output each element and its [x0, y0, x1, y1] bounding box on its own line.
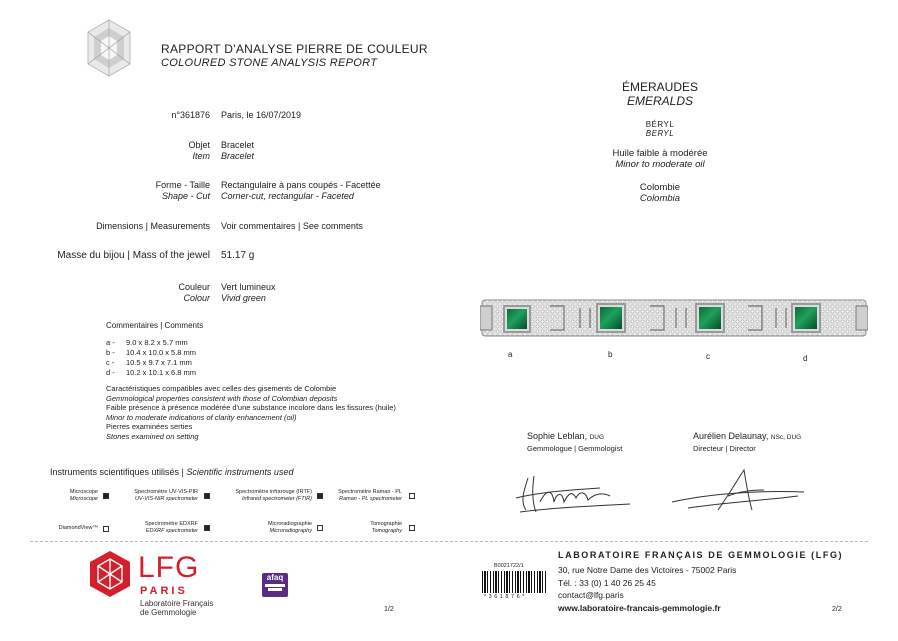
instrument-en: Microscope: [69, 496, 98, 502]
afaq-logo-icon: [262, 573, 288, 597]
footer-separator: [30, 541, 868, 542]
colour-value-fr: Vert lumineux: [221, 282, 276, 292]
checkbox-edxrf: [204, 525, 210, 531]
colour-label-fr: Couleur: [178, 282, 210, 292]
object-value-fr: Bracelet: [221, 140, 255, 150]
instruments-title-fr: Instruments scientifiques utilisés |: [50, 467, 187, 477]
report-title-fr: RAPPORT D'ANALYSE PIERRE DE COULEUR: [161, 42, 428, 56]
shape-value: [221, 180, 381, 202]
report-date: Paris, le 16/07/2019: [221, 110, 302, 120]
comments-list: [106, 338, 196, 378]
instrument-raman: [322, 489, 402, 503]
instruments-title: [50, 467, 293, 477]
comment-item: [106, 368, 196, 378]
comment-item: [106, 358, 196, 368]
gem-logo-icon: [86, 18, 132, 78]
instrument-fr: Spectromètre infrarouge (IRTF): [235, 489, 312, 495]
lab-website[interactable]: www.laboratoire-francais-gemmologie.fr: [558, 602, 721, 613]
instrument-en: EDXRF spectrometer: [145, 528, 198, 534]
note-2-fr: Faible présence à présence modérée d'une substance incolore dans les fissures (huile): [106, 403, 396, 412]
emerald-b: [598, 305, 624, 331]
signatory-name: Aurélien Delaunay: [693, 431, 766, 441]
instrument-en: UV-VIS-NIR spectrometer: [134, 496, 198, 502]
barcode-top-text: B0021722/1: [494, 563, 524, 569]
shape-label-en: Shape - Cut: [161, 191, 210, 201]
instrument-diamondview: [30, 525, 98, 532]
checkbox-diamondview: [103, 526, 109, 532]
comment-key: a -: [106, 338, 115, 347]
instrument-edxrf: [110, 521, 198, 535]
instrument-fr: Spectromètre Raman - PL: [338, 489, 402, 495]
treatment-fr: Huile faible à modérée: [612, 148, 708, 159]
lfg-logo-sub1: Laboratoire Français: [140, 599, 214, 608]
colour-value-en: Vivid green: [221, 293, 266, 303]
colour-value: [221, 282, 276, 304]
note-3-en: Stones examined on setting: [106, 431, 199, 441]
afaq-logo-text: afaq: [266, 573, 284, 582]
shape-value-en: Corner-cut, rectangular - Faceted: [221, 191, 354, 201]
object-label-fr: Objet: [188, 140, 210, 150]
barcode-icon: [482, 571, 548, 593]
signature-2: [668, 466, 808, 519]
photo-label-d: d: [803, 354, 808, 363]
species-en: EMERALDS: [626, 94, 694, 108]
page-number-left: 1/2: [384, 606, 394, 613]
instrument-fr: Microradiographie: [267, 521, 312, 527]
origin-fr: Colombie: [639, 182, 681, 193]
signatory-name: Sophie Leblan: [527, 431, 585, 441]
report-title-en: COLOURED STONE ANALYSIS REPORT: [161, 57, 378, 69]
comment-item: [106, 348, 196, 358]
comment-key: b -: [106, 348, 115, 357]
note-3-fr: Pierres examinées serties: [106, 422, 193, 431]
lfg-logo-sub2: de Gemmologie: [140, 608, 197, 617]
checkbox-tomography: [409, 525, 415, 531]
instrument-en: Raman - PL spectrometer: [339, 496, 402, 502]
comment-value: 10.5 x 9.7 x 7.1 mm: [126, 358, 192, 367]
object-value-en: Bracelet: [221, 151, 255, 161]
checkbox-microscope: [103, 493, 109, 499]
signatory-1: Sophie Leblan, DUG Gemmologue | Gemmologist: [527, 431, 623, 453]
treatment-en: Minor to moderate oil: [615, 159, 705, 170]
comments-title: Commentaires | Comments: [106, 321, 204, 330]
lab-phone: Tél. : 33 (0) 1 40 26 25 45: [558, 577, 656, 588]
instrument-ftir: [212, 489, 312, 503]
emerald-c: [697, 305, 723, 331]
species-fr: ÉMERAUDES: [621, 80, 698, 94]
comment-key: c -: [106, 358, 115, 367]
colour-label: [80, 282, 210, 304]
instrument-en: Tomography: [371, 528, 402, 534]
instrument-uvvis: [110, 489, 198, 503]
instrument-tomography: [322, 521, 402, 535]
comment-value: 9.0 x 8.2 x 5.7 mm: [126, 338, 188, 347]
comment-key: d -: [106, 368, 115, 377]
signatory-2: Aurélien Delaunay, NSc, DUG Directeur | Director: [693, 431, 802, 453]
instrument-fr: Microscope: [69, 489, 98, 495]
emerald-d: [793, 305, 819, 331]
barcode-bottom-text: * 3 6 1 8 7 6 *: [484, 594, 525, 600]
note-1-en: Gemmological properties consistent with those of Colombian deposits: [106, 393, 338, 403]
instrument-en: Infrared spectrometer (FTIR): [242, 496, 312, 502]
instrument-en: Microradiography: [269, 528, 312, 534]
lab-name: LABORATOIRE FRANÇAIS DE GEMMOLOGIE (LFG): [558, 550, 844, 560]
instrument-fr: Spectromètre UV-VIS-PIR: [134, 489, 198, 495]
lfg-logo-icon: [86, 549, 134, 599]
result-block: [540, 80, 780, 204]
instrument-microscope: [30, 489, 98, 503]
signatory-role: Gemmologue | Gemmologist: [527, 444, 623, 453]
signatory-role: Directeur | Director: [693, 444, 756, 453]
note-2-en: Minor to moderate indications of clarity enhancement (oil): [106, 412, 297, 422]
note-1-fr: Caractéristiques compatibles avec celles des gisements de Colombie: [106, 384, 337, 393]
lab-email[interactable]: contact@lfg.paris: [558, 590, 624, 600]
comment-value: 10.2 x 10.1 x 6.8 mm: [126, 368, 197, 377]
lfg-logo-text: LFG: [138, 551, 200, 584]
dimensions-label: Dimensions | Measurements: [96, 221, 210, 231]
mass-value: 51.17 g: [221, 250, 255, 261]
comment-value: 10.4 x 10.0 x 5.8 mm: [126, 348, 197, 357]
lfg-logo-city: PARIS: [140, 585, 188, 597]
instrument-fr: DiamondView™: [58, 525, 98, 531]
checkbox-raman: [409, 493, 415, 499]
object-value: [221, 140, 254, 162]
signatory-degree: NSc, DUG: [770, 434, 802, 441]
comments-notes: [106, 384, 396, 441]
photo-label-c: c: [706, 352, 710, 361]
object-label-en: Item: [192, 151, 210, 161]
report-number: n°361876: [171, 110, 210, 120]
checkbox-uvvis: [204, 493, 210, 499]
comment-item: [106, 338, 196, 348]
variety-en: BERYL: [645, 129, 675, 138]
dimensions-value: Voir commentaires | See comments: [221, 221, 363, 231]
shape-label-fr: Forme - Taille: [155, 180, 210, 190]
signature-1: [510, 468, 640, 521]
shape-value-fr: Rectangulaire à pans coupés - Facettée: [221, 180, 381, 190]
variety-fr: BÉRYL: [645, 120, 675, 129]
origin-en: Colombia: [639, 193, 681, 204]
mass-label: Masse du bijou | Mass of the jewel: [57, 250, 210, 261]
instruments-title-en: Scientific instruments used: [186, 467, 294, 477]
emerald-a: [505, 307, 529, 331]
instrument-fr: Spectromètre EDXRF: [144, 521, 198, 527]
object-label: [80, 140, 210, 162]
lfg-logo-sub: [140, 599, 213, 617]
photo-label-b: b: [608, 350, 613, 359]
signatory-degree: DUG: [589, 434, 605, 441]
instrument-microradiography: [212, 521, 312, 535]
page-number-right: 2/2: [832, 606, 842, 613]
lab-contact: [558, 564, 736, 614]
lab-address: 30, rue Notre Dame des Victoires - 75002 Paris: [558, 565, 737, 575]
photo-label-a: a: [508, 350, 513, 359]
shape-label: [80, 180, 210, 202]
instrument-fr: Tomographie: [370, 521, 402, 527]
colour-label-en: Colour: [183, 293, 210, 303]
